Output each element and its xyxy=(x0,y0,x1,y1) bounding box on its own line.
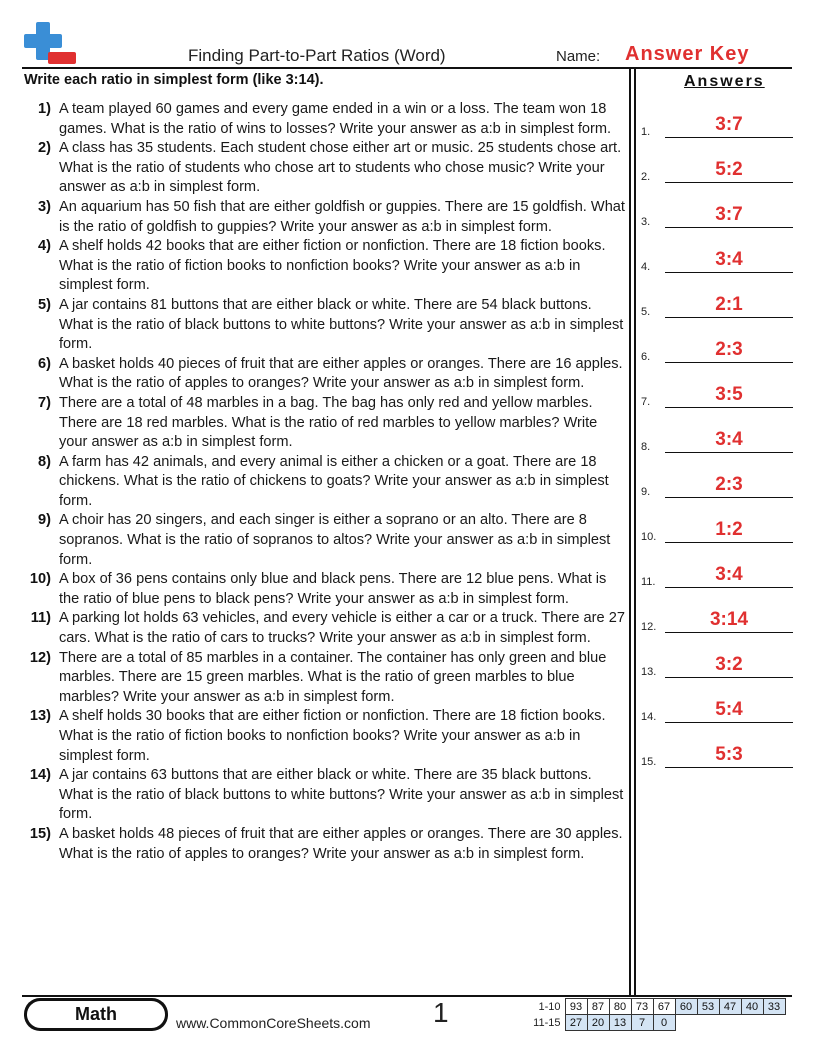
subject-badge xyxy=(24,998,168,1031)
question-number: 8) xyxy=(38,453,51,470)
answer-number: 15. xyxy=(641,756,657,768)
answer-number: 1. xyxy=(641,126,651,138)
answer-value: 2:1 xyxy=(715,294,743,315)
question-text: A choir has 20 singers, and each singer is either a soprano or an alto. There are 8 sopranos. What is the ratio of sopranos to altos? Write your answer as a:b in simplest form. xyxy=(59,512,611,568)
question-text: An aquarium has 50 fish that are either goldfish or guppies. There are 15 goldfish. What is the ratio of goldfish to guppies? Write your answer as a:b in simplest form. xyxy=(59,198,625,235)
question-text: A class has 35 students. Each student chose either art or music. 25 students chose art. What is the ratio of students who chose art to students who chose music? Write your answer as a:b in simplest form. xyxy=(59,140,622,196)
question-item xyxy=(22,707,626,766)
answer-value: 5:3 xyxy=(715,744,743,765)
answer-value: 3:4 xyxy=(715,429,743,450)
question-text: A team played 60 games and every game ended in a win or a loss. The team won 18 games. What is the ratio of wins to losses? Write your answer as a:b in simplest form. xyxy=(59,101,612,137)
answer-line xyxy=(665,182,793,183)
answer-number: 4. xyxy=(641,261,651,273)
question-item xyxy=(22,237,626,296)
answer-key-label: Answer Key xyxy=(625,43,750,65)
score-cell: 0 xyxy=(653,1015,675,1031)
question-text: A shelf holds 30 books that are either fiction or nonfiction. There are 18 fiction books. What is the ratio of fiction books to nonfiction books? Write your answer as a:b in simplest form. xyxy=(59,708,606,764)
question-item xyxy=(22,511,626,570)
answer-line xyxy=(665,632,793,633)
answer-line xyxy=(665,272,793,273)
answer-row xyxy=(641,294,793,318)
question-number: 12) xyxy=(29,649,51,666)
score-row xyxy=(527,1015,785,1031)
question-item xyxy=(22,100,626,139)
score-cell: 93 xyxy=(565,999,587,1015)
answer-number: 10. xyxy=(641,531,657,543)
question-number: 3) xyxy=(38,198,51,215)
answer-number: 5. xyxy=(641,306,651,318)
answer-row xyxy=(641,114,793,138)
answer-line xyxy=(665,407,793,408)
question-item xyxy=(22,355,626,394)
answer-line xyxy=(665,227,793,228)
score-cell: 87 xyxy=(587,999,609,1015)
answer-number: 12. xyxy=(641,621,657,633)
answer-line xyxy=(665,317,793,318)
question-number: 14) xyxy=(29,767,51,784)
answer-number: 14. xyxy=(641,711,657,723)
question-number: 5) xyxy=(38,296,51,313)
answer-line xyxy=(665,767,793,768)
plus-minus-logo-icon xyxy=(22,22,78,68)
answer-value: 2:3 xyxy=(715,339,743,360)
answer-row xyxy=(641,699,793,723)
score-cell: 27 xyxy=(565,1015,587,1031)
header-divider xyxy=(22,67,792,69)
score-cell: 60 xyxy=(675,999,697,1015)
column-divider xyxy=(634,68,636,996)
answer-row xyxy=(641,204,793,228)
answer-line xyxy=(665,677,793,678)
answer-value: 5:2 xyxy=(715,159,743,180)
answer-number: 9. xyxy=(641,486,651,498)
column-divider xyxy=(629,68,631,996)
question-number: 9) xyxy=(38,512,51,529)
score-cell: 53 xyxy=(697,999,719,1015)
answer-number: 3. xyxy=(641,216,651,228)
score-cell: 33 xyxy=(763,999,785,1015)
question-item xyxy=(22,649,626,708)
question-item xyxy=(22,296,626,355)
answer-row xyxy=(641,654,793,678)
answer-row xyxy=(641,249,793,273)
answer-row xyxy=(641,519,793,543)
answer-number: 2. xyxy=(641,171,651,183)
website-link[interactable]: www.CommonCoreSheets.com xyxy=(176,1015,371,1031)
answer-value: 5:4 xyxy=(715,699,743,720)
question-item xyxy=(22,609,626,648)
subject-label: Math xyxy=(27,1001,165,1028)
question-item xyxy=(22,825,626,864)
answer-row xyxy=(641,564,793,588)
answer-value: 3:2 xyxy=(715,654,743,675)
answer-number: 11. xyxy=(641,576,656,588)
question-number: 13) xyxy=(29,708,51,725)
question-number: 15) xyxy=(29,825,51,842)
instructions: Write each ratio in simplest form (like 3:14). xyxy=(24,72,324,88)
question-number: 10) xyxy=(29,571,51,588)
score-row xyxy=(527,999,785,1015)
question-text: A box of 36 pens contains only blue and black pens. There are 12 blue pens. What is the ratio of blue pens to black pens? Write your answer as a:b in simplest form. xyxy=(59,571,607,607)
question-list xyxy=(22,100,626,864)
answer-value: 3:4 xyxy=(715,249,743,270)
answer-value: 3:5 xyxy=(715,384,743,405)
score-grid xyxy=(527,998,786,1031)
answers-header: Answers xyxy=(684,73,765,90)
score-cell: 80 xyxy=(609,999,631,1015)
answer-row xyxy=(641,744,793,768)
answer-row xyxy=(641,339,793,363)
worksheet-title: Finding Part-to-Part Ratios (Word) xyxy=(188,46,446,65)
score-row-label: 11-15 xyxy=(533,1016,561,1029)
question-number: 6) xyxy=(38,355,51,372)
answer-line xyxy=(665,497,793,498)
answer-row xyxy=(641,609,793,633)
answer-line xyxy=(665,362,793,363)
question-text: There are a total of 48 marbles in a bag. The bag has only red and yellow marbles. There are 18 red marbles. What is the ratio of red marbles to yellow marbles? Write your answer as a:b in simplest form. xyxy=(59,394,598,451)
score-cell: 13 xyxy=(609,1015,631,1031)
answer-line xyxy=(665,542,793,543)
answer-value: 3:4 xyxy=(715,564,743,585)
score-cell: 67 xyxy=(653,999,675,1015)
question-text: A parking lot holds 63 vehicles, and every vehicle is either a car or a truck. There are 27 cars. What is the ratio of cars to trucks? Write your answer as a:b in simplest form. xyxy=(59,610,625,647)
question-number: 1) xyxy=(38,101,51,117)
answer-row xyxy=(641,159,793,183)
question-item xyxy=(22,766,626,825)
question-text: A basket holds 48 pieces of fruit that are either apples or oranges. There are 30 apples. What is the ratio of apples to oranges? Write your answer as a:b in simplest form. xyxy=(59,825,623,862)
question-number: 2) xyxy=(38,140,51,157)
answer-number: 7. xyxy=(641,396,651,408)
question-item xyxy=(22,394,626,453)
score-cell: 7 xyxy=(631,1015,653,1031)
answer-value: 3:7 xyxy=(715,204,743,225)
answer-row xyxy=(641,474,793,498)
answer-value: 3:14 xyxy=(709,609,749,630)
question-item xyxy=(22,453,626,512)
question-text: A farm has 42 animals, and every animal is either a chicken or a goat. There are 18 chickens. What is the ratio of chickens to goats? Write your answer as a:b in simplest form. xyxy=(59,453,609,509)
answer-row xyxy=(641,429,793,453)
score-cell: 20 xyxy=(587,1015,609,1031)
question-text: There are a total of 85 marbles in a container. The container has only green and blue marbles. There are 15 green marbles. What is the ratio of green marbles to blue marbles? Write your answer as a:b in simplest form. xyxy=(59,649,607,705)
question-item xyxy=(22,139,626,198)
question-text: A basket holds 40 pieces of fruit that are either apples or oranges. There are 16 apples. What is the ratio of apples to oranges? Write your answer as a:b in simplest form. xyxy=(59,355,623,392)
page-number: 1 xyxy=(433,997,449,1028)
footer-divider xyxy=(22,995,792,997)
answer-number: 13. xyxy=(641,666,657,678)
score-cell: 40 xyxy=(741,999,763,1015)
score-cell: 73 xyxy=(631,999,653,1015)
question-item xyxy=(22,570,626,609)
name-label: Name: xyxy=(556,48,601,65)
answer-value: 2:3 xyxy=(715,474,743,495)
answer-line xyxy=(665,452,793,453)
answer-line xyxy=(665,722,793,723)
answer-number: 6. xyxy=(641,351,651,363)
question-number: 4) xyxy=(38,238,51,255)
answer-line xyxy=(665,587,793,588)
question-item xyxy=(22,198,626,237)
question-number: 11) xyxy=(30,610,51,627)
answer-row xyxy=(641,384,793,408)
question-text: A jar contains 63 buttons that are either black or white. There are 35 black buttons. What is the ratio of black buttons to white buttons? Write your answer as a:b in simplest form. xyxy=(59,767,624,823)
question-text: A shelf holds 42 books that are either fiction or nonfiction. There are 18 fiction books. What is the ratio of fiction books to nonfiction books? Write your answer as a:b in simplest form. xyxy=(59,238,606,294)
answer-line xyxy=(665,137,793,138)
score-cell: 47 xyxy=(719,999,741,1015)
question-text: A jar contains 81 buttons that are either black or white. There are 54 black buttons. What is the ratio of black buttons to white buttons? Write your answer as a:b in simplest form. xyxy=(59,296,624,353)
answer-number: 8. xyxy=(641,441,651,453)
score-row-label: 1-10 xyxy=(538,1000,561,1013)
answer-value: 1:2 xyxy=(715,519,743,540)
question-number: 7) xyxy=(38,394,51,411)
answer-value: 3:7 xyxy=(715,114,743,135)
